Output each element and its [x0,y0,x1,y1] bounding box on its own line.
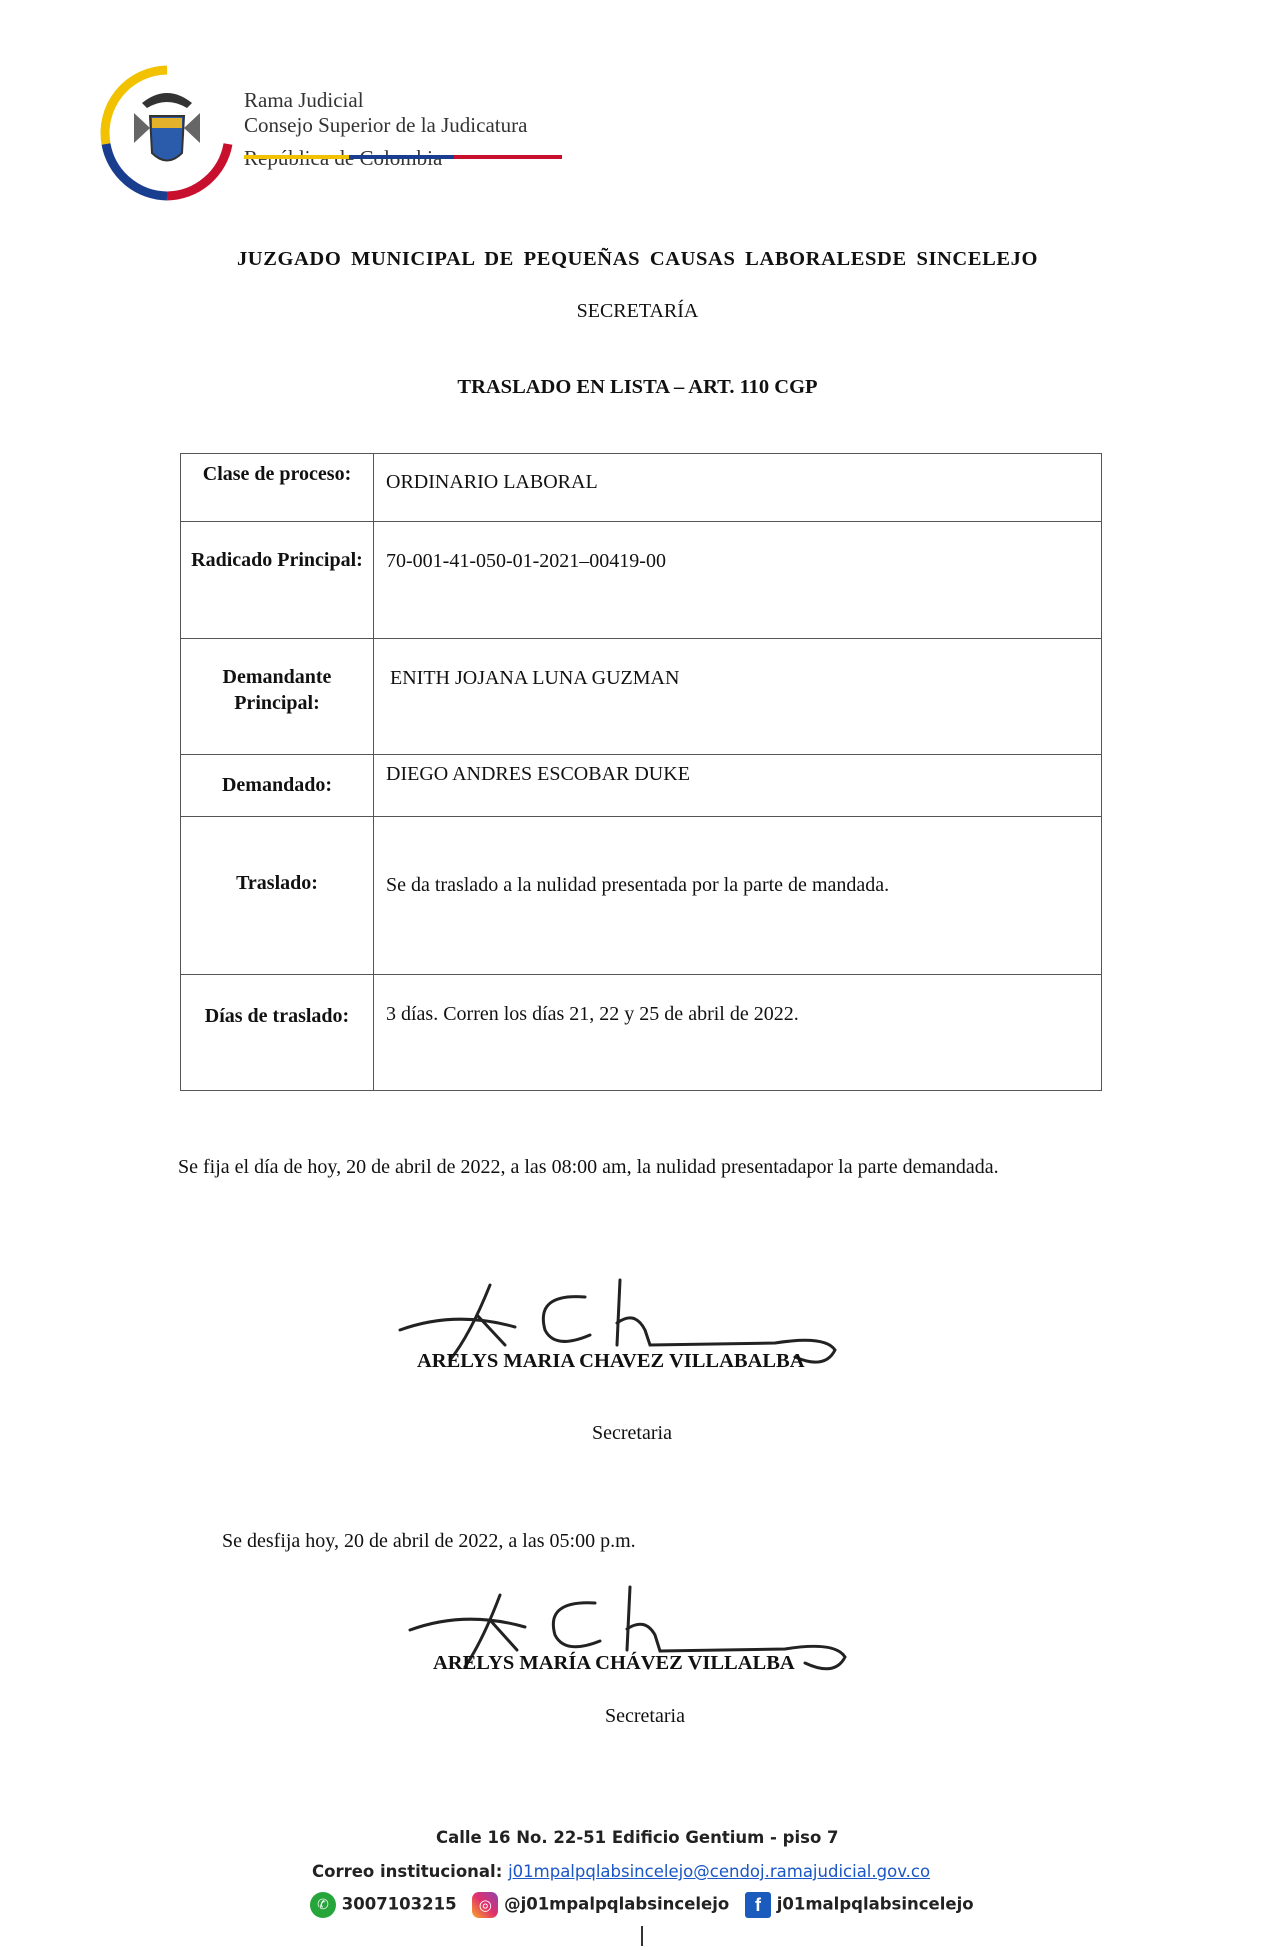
facebook-icon: f [745,1892,771,1918]
label-clase-proceso: Clase de proceso: [181,454,374,522]
rama-judicial-logo [92,58,572,208]
secretaria-subtitle: SECRETARÍA [576,300,699,322]
fija-paragraph: Se fija el día de hoy, 20 de abril de 2022, a las 08:00 am, la nulidad presentadapor la parte demandada. [178,1156,999,1178]
table-row-dias [181,975,1102,1091]
process-info-table [180,453,1102,1091]
value-radicado: 70-001-41-050-01-2021–00419-00 [374,522,1102,639]
page-marker-divider [641,1926,643,1946]
footer-contact-line [310,1892,974,1918]
footer-phone: 3007103215 [341,1894,457,1914]
table-row-clase [181,454,1102,522]
value-demandado: DIEGO ANDRES ESCOBAR DUKE [374,755,1102,817]
instagram-icon: ◎ [472,1892,498,1918]
signature-1-name: ARELYS MARIA CHAVEZ VILLABALBA [417,1350,805,1372]
court-title: JUZGADO MUNICIPAL DE PEQUEÑAS CAUSAS LABORALESDE SINCELEJO [236,248,1039,270]
value-traslado: Se da traslado a la nulidad presentada por la parte de mandada. [374,817,1102,975]
footer-address: Calle 16 No. 22-51 Edificio Gentium - piso 7 [436,1828,839,1847]
footer-facebook[interactable]: j01malpqlabsincelejo [776,1894,974,1914]
label-dias-traslado: Días de traslado: [181,975,374,1091]
signature-2-name: ARELYS MARÍA CHÁVEZ VILLALBA [433,1652,795,1674]
table-row-demandado [181,755,1102,817]
signature-1-role: Secretaria [592,1422,672,1444]
logo-line-consejo: Consejo Superior de la Judicatura [244,113,528,137]
label-traslado: Traslado: [181,817,374,975]
table-row-demandante [181,639,1102,755]
logo-line-rama-judicial: Rama Judicial [244,88,364,112]
label-demandante: Demandante Principal: [181,639,374,755]
table-row-traslado [181,817,1102,975]
label-demandado: Demandado: [181,755,374,817]
colombia-coat-of-arms-icon [92,58,242,208]
logo-flag-rule [244,155,562,159]
value-demandante: ENITH JOJANA LUNA GUZMAN [374,639,1102,755]
value-clase-proceso: ORDINARIO LABORAL [374,454,1102,522]
traslado-heading: TRASLADO EN LISTA – ART. 110 CGP [457,376,818,398]
desfija-paragraph: Se desfija hoy, 20 de abril de 2022, a las 05:00 p.m. [222,1530,636,1552]
label-radicado: Radicado Principal: [181,522,374,639]
signature-2-role: Secretaria [605,1705,685,1727]
footer-email-link[interactable]: j01mpalpqlabsincelejo@cendoj.ramajudicial.gov.co [508,1862,931,1881]
whatsapp-icon: ✆ [310,1892,336,1918]
value-dias-traslado: 3 días. Corren los días 21, 22 y 25 de abril de 2022. [374,975,1102,1091]
table-row-radicado [181,522,1102,639]
footer-email-line [312,1862,930,1881]
footer-instagram[interactable]: @j01mpalpqlabsincelejo [504,1894,730,1914]
footer-email-label: Correo institucional: [312,1862,503,1881]
